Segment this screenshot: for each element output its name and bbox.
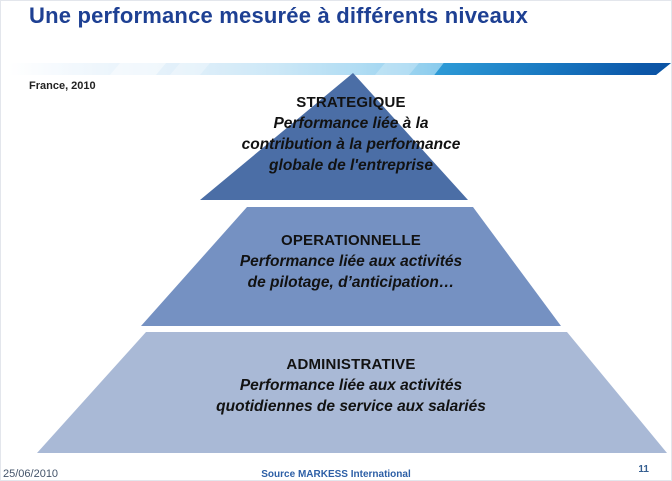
- level-strategique-title: STRATEGIQUE: [296, 94, 406, 111]
- slide-title: Une performance mesurée à différents niveaux: [29, 3, 529, 28]
- level-operationnelle-desc-line: Performance liée aux activités: [239, 253, 463, 270]
- pyramid-level-administrative-text: [171, 354, 531, 417]
- pyramid-level-operationnelle-text: [171, 230, 531, 293]
- footer-source: Source MARKESS International: [261, 469, 411, 480]
- level-strategique-desc-line: Performance liée à la: [273, 115, 429, 132]
- level-administrative-desc-line: quotidiennes de service aux salariés: [216, 398, 486, 415]
- level-operationnelle-desc-line: de pilotage, d’anticipation…: [247, 274, 455, 291]
- level-administrative-title: ADMINISTRATIVE: [286, 356, 416, 373]
- level-operationnelle-title: OPERATIONNELLE: [280, 232, 422, 249]
- scope-label: France, 2010: [29, 80, 96, 92]
- level-strategique-desc-line: globale de l'entreprise: [269, 157, 433, 174]
- level-strategique-desc-line: contribution à la performance: [241, 136, 461, 153]
- footer-date: 25/06/2010: [3, 468, 59, 480]
- footer-page-number: 11: [638, 464, 649, 475]
- pyramid-level-strategique-text: [171, 92, 531, 176]
- level-administrative-desc-line: Performance liée aux activités: [239, 377, 463, 394]
